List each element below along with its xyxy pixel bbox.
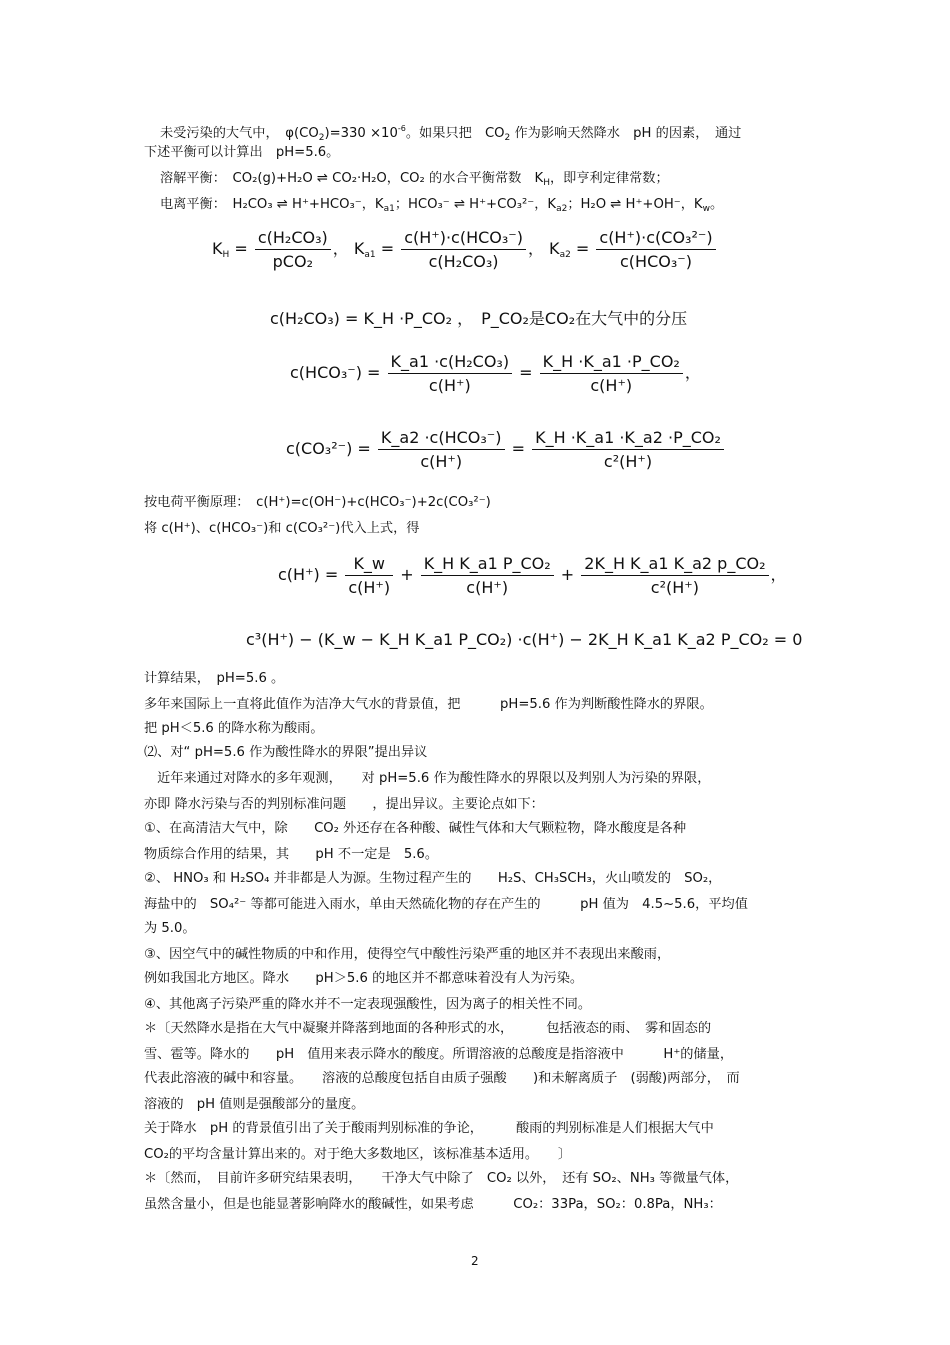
body-line: 近年来通过对降水的多年观测， 对 pH=5.6 作为酸性降水的界限以及判别人为污染的界限， <box>144 771 711 786</box>
cubic-equation: c³(H⁺) − (K_w − K_H K_a1 P_CO₂) ·c(H⁺) − 2K_H K_a1 K_a2 P_CO₂ = 0 <box>246 630 803 649</box>
body-line: 多年来国际上一直将此值作为洁净大气水的背景值，把 pH=5.6 作为判断酸性降水的界限。 <box>144 697 713 712</box>
body-line: 溶液的 pH 值则是强酸部分的量度。 <box>144 1097 365 1112</box>
intro-line-1: 未受污染的大气中， $\varphi(CO_2)=330 \times 10^{-6}$。如果只把 $CO_2$ 作为影响天然降水 pH 的因素， 通过 <box>160 124 742 143</box>
body-line: 把 pH＜5.6 的降水称为酸雨。 <box>144 721 324 736</box>
body-line: 代表此溶液的碱中和容量。 溶液的总酸度包括自由质子强酸 )和未解离质子 (弱酸)两部分， 而 <box>144 1071 740 1086</box>
h-ion-equation: c(H⁺) = $\frac{K\_w}{c(H^+)}$ + $\frac{\text{K\_H K\_a1 P\_CO₂}}{c(H^+)}$ + $\frac{\text{2K\_H K\_a1 K\_a2 p\_CO₂}}{\text{c²(H⁺)}}$ ， <box>278 554 787 597</box>
body-line: ③、因空气中的碱性物质的中和作用，使得空气中酸性污染严重的地区并不表现出来酸雨， <box>144 947 671 962</box>
body-line: ④、其他离子污染严重的降水并不一定表现强酸性，因为离子的相关性不同。 <box>144 997 592 1012</box>
body-line: ＊〔然而， 目前许多研究结果表明， 干净大气中除了 CO₂ 以外， 还有 SO₂、NH₃ 等微量气体， <box>144 1171 739 1186</box>
body-line: ①、在高清洁大气中，除 CO₂ 外还存在各种酸、碱性气体和大气颗粒物，降水酸度是各种 <box>144 821 687 836</box>
section-heading: ⑵、对“ pH=5.6 作为酸性降水的界限”提出异议 <box>144 745 428 760</box>
body-line: ②、 HNO₃ 和 H₂SO₄ 并非都是人为源。生物过程产生的 H₂S、CH₃SCH₃，火山喷发的 SO₂， <box>144 871 722 886</box>
body-line: 物质综合作用的结果，其 pH 不一定是 5.6。 <box>144 847 439 862</box>
body-line: ＊〔天然降水是指在大气中凝聚并降落到地面的各种形式的水， 包括液态的雨、 雾和固态的 <box>144 1021 712 1036</box>
charge-balance-line: 按电荷平衡原理： c(H⁺)=c(OH⁻)+c(HCO₃⁻)+2c(CO₃²⁻) <box>144 495 491 510</box>
page-number: 2 <box>471 1254 479 1268</box>
intro-line-2: 下述平衡可以计算出 pH=5.6。 <box>144 145 340 160</box>
substitution-line: 将 c(H⁺)、c(HCO₃⁻)和 c(CO₃²⁻)代入上式，得 <box>144 521 420 536</box>
body-line: 例如我国北方地区。降水 pH＞5.6 的地区并不都意味着没有人为污染。 <box>144 971 584 986</box>
body-line: CO₂的平均含量计算出来的。对于绝大多数地区，该标准基本适用。 〕 <box>144 1147 572 1162</box>
dissolution-equilibrium: 溶解平衡： CO₂(g)+H₂O ⇌ CO₂·H₂O，CO₂ 的水合平衡常数 $K_H$，即亨利定律常数； <box>160 171 669 188</box>
body-line: 为 5.0。 <box>144 921 196 936</box>
equilibrium-constants-equation: $K_H$ = $\frac{\text{c(H₂CO₃)}}{\text{pCO₂}}$ ， $K_{a1}$ = $\frac{\text{c(H⁺)·c(HCO₃⁻)}}{\text{c(H₂CO₃)}}$ ， $K_{a2}$ = $\frac{\text{c(H⁺)·c(CO₃²⁻)}}{\text{c(HCO₃⁻)}}$ <box>212 228 718 271</box>
hco3-concentration-equation: c(HCO₃⁻) = $\frac{\text{K\_a1 ·c(H₂CO₃)}}{c(H^+)}$ = $\frac{\text{K\_H ·K\_a1 ·P\_CO₂}}{c(H^+)}$ ， <box>290 352 701 395</box>
body-line: 海盐中的 SO₄²⁻ 等都可能进入雨水，单由天然硫化物的存在产生的 pH 值为 4.5~5.6，平均值 <box>144 897 748 912</box>
co3-concentration-equation: c(CO₃²⁻) = $\frac{\text{K\_a2 ·c(HCO₃⁻)}}{c(H^+)}$ = $\frac{\text{K\_H ·K\_a1 ·K\_a2 ·P\_CO₂}}{\text{c²(H⁺)}}$ <box>286 428 726 471</box>
body-line: 虽然含量小，但是也能显著影响降水的酸碱性，如果考虑 CO₂：33Pa，SO₂：0.8Pa，NH₃： <box>144 1197 722 1212</box>
body-line: 雪、雹等。降水的 pH 值用来表示降水的酸度。所谓溶液的总酸度是指溶液中 H⁺的储量， <box>144 1047 734 1062</box>
h2co3-concentration-equation: c(H₂CO₃) = K_H ·P_CO₂ ， P_CO₂是CO₂在大气中的分压 <box>270 309 688 328</box>
ionization-equilibrium: 电离平衡： H₂CO₃ ⇌ H⁺+HCO₃⁻，$K_{a1}$；HCO₃⁻ ⇌ H⁺+CO₃²⁻，$K_{a2}$；H₂O ⇌ H⁺+OH⁻，$K_w$。 <box>160 197 724 214</box>
body-line: 亦即 降水污染与否的判别标准问题 ，提出异议。主要论点如下： <box>144 797 544 812</box>
body-line: 计算结果， pH=5.6 。 <box>144 671 285 686</box>
body-line: 关于降水 pH 的背景值引出了关于酸雨判别标准的争论， 酸雨的判别标准是人们根据大气中 <box>144 1121 714 1136</box>
